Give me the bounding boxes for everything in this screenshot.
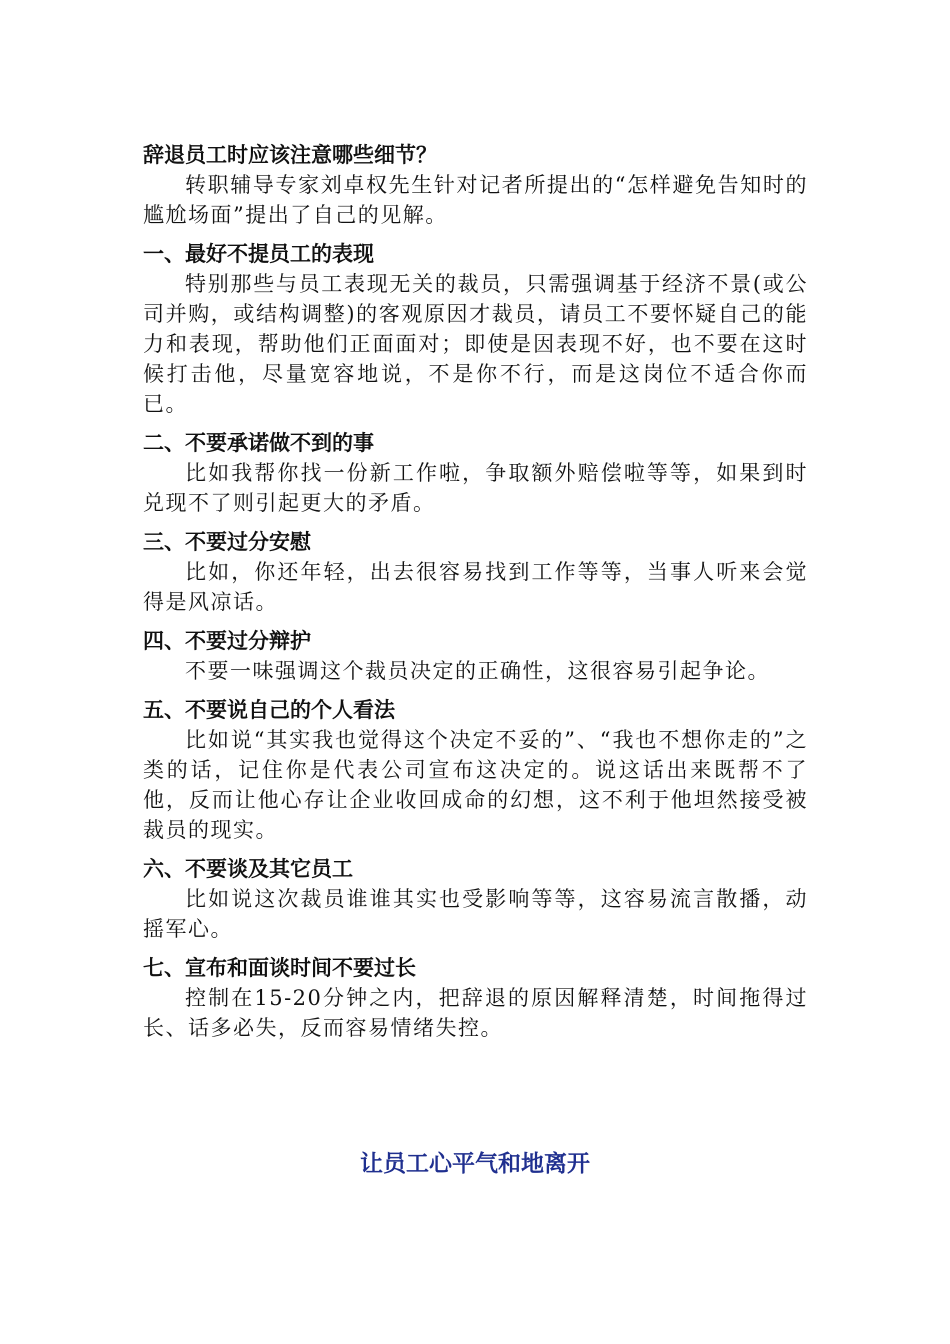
section-body: 特别那些与员工表现无关的裁员，只需强调基于经济不景(或公司并购，或结构调整)的客观原因才裁员，请员工不要怀疑自己的能力和表现，帮助他们正面面对；即使是因表现不好，也不要在这时候打击他，尽量宽容地说，不是你不行，而是这岗位不适合你而已。 <box>143 272 808 416</box>
section-body: 比如我帮你找一份新工作啦，争取额外赔偿啦等等，如果到时兑现不了则引起更大的矛盾。 <box>143 461 808 515</box>
section-heading: 四、不要过分辩护 <box>143 629 311 653</box>
document-body <box>143 140 808 1043</box>
section-heading: 三、不要过分安慰 <box>143 530 311 554</box>
section-heading: 二、不要承诺做不到的事 <box>143 431 374 455</box>
article-title: 辞退员工时应该注意哪些细节？ <box>143 143 437 167</box>
section-body: 比如说这次裁员谁谁其实也受影响等等，这容易流言散播，动摇军心。 <box>143 887 808 941</box>
section-6 <box>143 854 808 944</box>
section-body: 比如，你还年轻，出去很容易找到工作等等，当事人听来会觉得是风凉话。 <box>143 560 808 614</box>
section-heading: 一、最好不提员工的表现 <box>143 242 374 266</box>
next-section-heading: 让员工心平气和地离开 <box>360 1151 590 1177</box>
section-heading: 七、宣布和面谈时间不要过长 <box>143 956 416 980</box>
section-body: 比如说“其实我也觉得这个决定不妥的”、“我也不想你走的”之类的话，记住你是代表公司宣布这决定的。说这话出来既帮不了他，反而让他心存让企业收回成命的幻想，这不利于他坦然接受被裁员的现实。 <box>143 728 808 842</box>
intro-paragraph: 转职辅导专家刘卓权先生针对记者所提出的“怎样避免告知时的尴尬场面”提出了自己的见解。 <box>143 173 808 227</box>
section-5 <box>143 695 808 845</box>
section-body: 不要一味强调这个裁员决定的正确性，这很容易引起争论。 <box>185 659 770 683</box>
section-body: 控制在15-20分钟之内，把辞退的原因解释清楚，时间拖得过长、话多必失，反而容易情绪失控。 <box>143 986 808 1040</box>
section-3 <box>143 527 808 617</box>
section-7 <box>143 953 808 1043</box>
section-2 <box>143 428 808 518</box>
section-heading: 六、不要谈及其它员工 <box>143 857 353 881</box>
section-heading: 五、不要说自己的个人看法 <box>143 698 395 722</box>
section-4 <box>143 626 808 686</box>
section-1 <box>143 239 808 419</box>
